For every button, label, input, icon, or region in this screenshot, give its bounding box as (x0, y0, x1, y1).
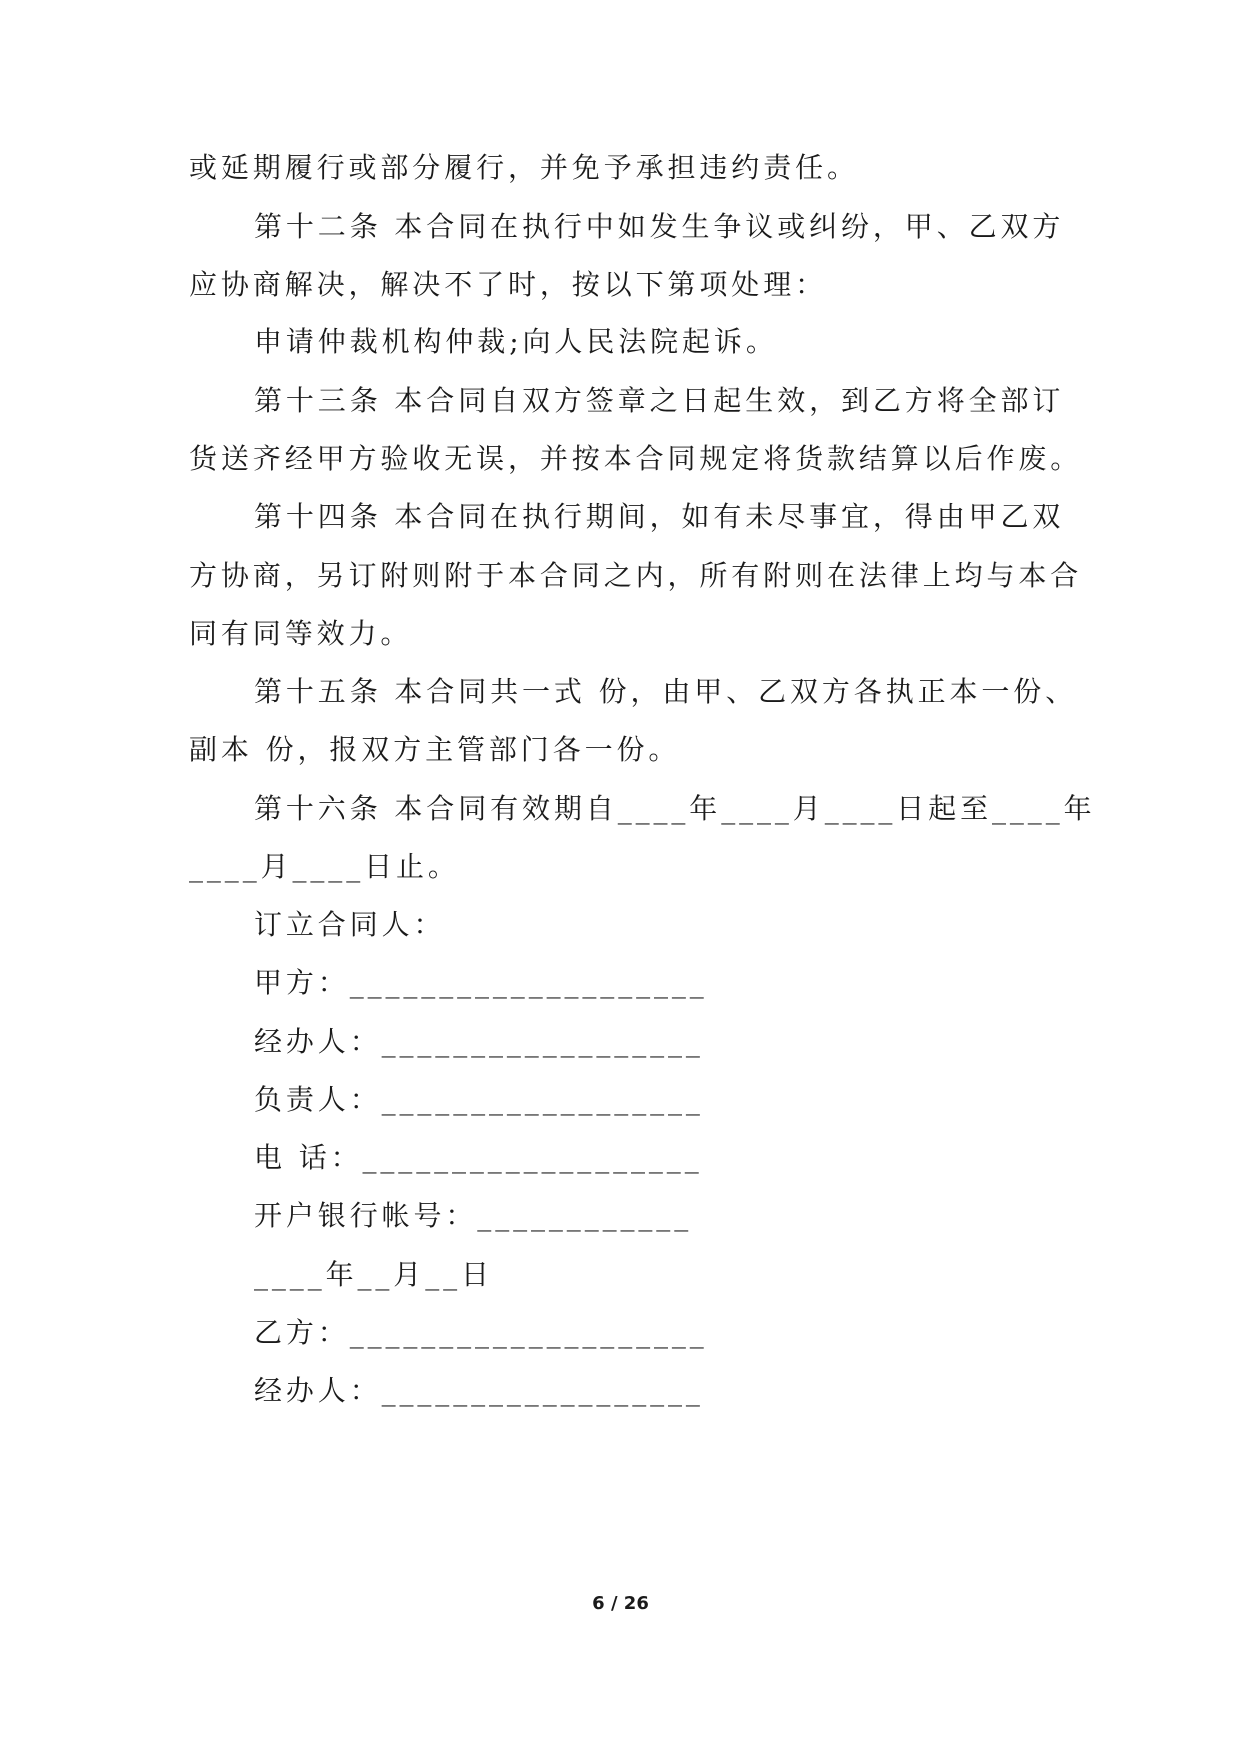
paragraph-line: 应协商解决，解决不了时，按以下第项处理： (189, 268, 828, 301)
page-number: 6 / 26 (592, 1593, 649, 1614)
party-b-field: 乙方：____________________ (254, 1316, 708, 1349)
paragraph-line: ____月____日止。 (189, 850, 460, 883)
agent-field: 经办人：__________________ (254, 1025, 704, 1058)
date-field: ____年__月__日 (254, 1258, 493, 1291)
article-13-line: 第十三条 本合同自双方签章之日起生效，到乙方将全部订 (254, 384, 1065, 417)
responsible-person-field: 负责人：__________________ (254, 1083, 704, 1116)
article-14-line: 第十四条 本合同在执行期间，如有未尽事宜，得由甲乙双 (254, 500, 1065, 533)
agent-field: 经办人：__________________ (254, 1374, 704, 1407)
bank-account-field: 开户银行帐号：____________ (254, 1199, 693, 1232)
article-15-line: 第十五条 本合同共一式 份，由甲、乙双方各执正本一份、 (254, 675, 1078, 708)
paragraph-line: 货送齐经甲方验收无误，并按本合同规定将货款结算以后作废。 (189, 442, 1083, 475)
party-a-field: 甲方：____________________ (254, 966, 708, 999)
paragraph-line: 同有同等效力。 (189, 617, 413, 650)
paragraph-line: 申请仲裁机构仲裁;向人民法院起诉。 (254, 325, 778, 358)
phone-field: 电 话：___________________ (254, 1141, 703, 1174)
signatories-heading: 订立合同人： (254, 908, 446, 941)
article-12-line: 第十二条 本合同在执行中如发生争议或纠纷，甲、乙双方 (254, 210, 1065, 243)
article-16-line: 第十六条 本合同有效期自____年____月____日起至____年 (254, 792, 1096, 825)
paragraph-line: 或延期履行或部分履行，并免予承担违约责任。 (189, 151, 859, 184)
paragraph-line: 方协商，另订附则附于本合同之内，所有附则在法律上均与本合 (189, 559, 1083, 592)
paragraph-line: 副本 份，报双方主管部门各一份。 (189, 733, 681, 766)
